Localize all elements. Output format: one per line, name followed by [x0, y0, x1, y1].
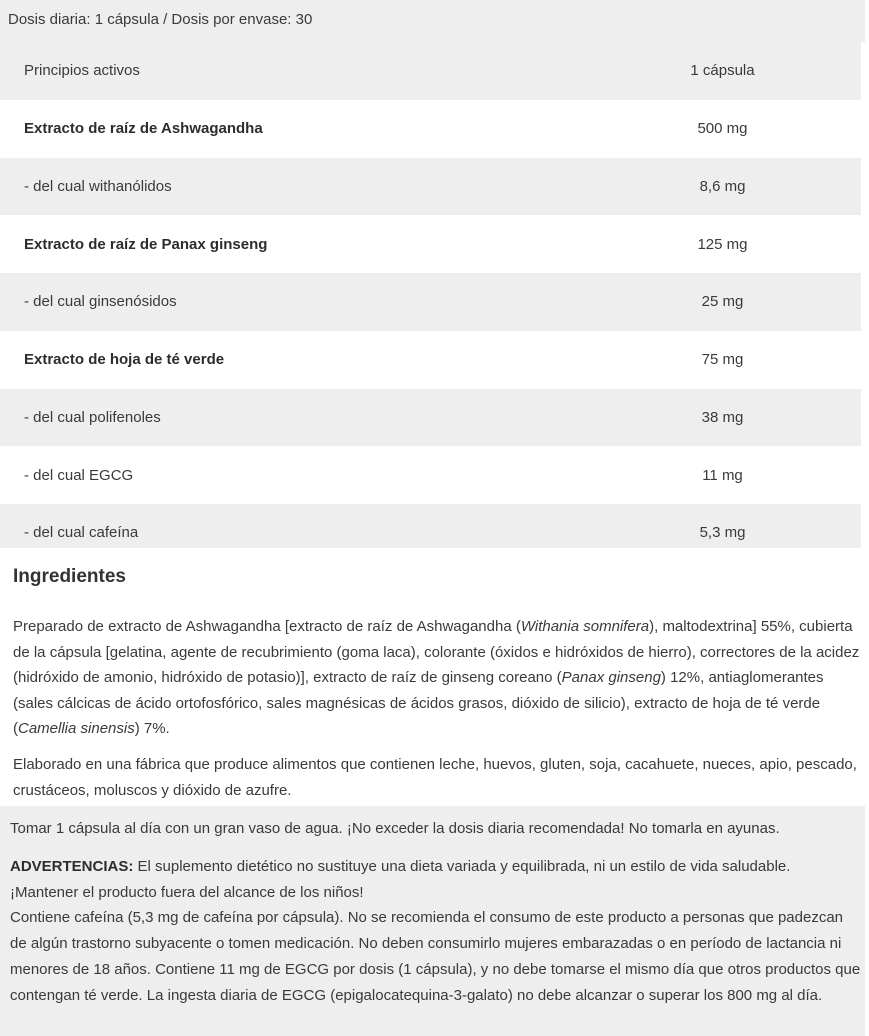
table-row	[0, 215, 861, 273]
ingredients-section	[0, 548, 869, 806]
warnings-block	[10, 854, 862, 1008]
row-value: 25 mg	[584, 273, 861, 331]
row-value: 8,6 mg	[584, 158, 861, 216]
ingredients-title: Ingredientes	[13, 566, 126, 587]
dose-line: Dosis diaria: 1 cápsula / Dosis por envase: 30	[8, 11, 313, 28]
row-name: Extracto de raíz de Ashwagandha	[0, 100, 584, 158]
table-row	[0, 100, 861, 158]
table-row	[0, 273, 861, 331]
latin-name: Panax ginseng	[561, 669, 661, 686]
row-name: Extracto de raíz de Panax ginseng	[0, 215, 584, 273]
table-row	[0, 389, 861, 447]
caffeine-warning: Contiene cafeína (5,3 mg de cafeína por cápsula). No se recomienda el consumo de este producto a personas que padezcan de algún trastorno subyacente o tomen medicación. No deben consumirlo mujeres embarazadas o en período de lactancia ni menores de 18 años. Contiene 11 mg de EGCG por dosis (1 cápsula), y no debe tomarse el mismo día que otros productos que contengan té verde. La ingesta diaria de EGCG (epigalocatequina-3-galato) no debe alcanzar o superar los 800 mg al día.	[10, 909, 861, 1004]
row-name: - del cual ginsenósidos	[0, 273, 584, 331]
ingredients-text: ) 7%.	[134, 720, 170, 737]
table-header-row	[0, 42, 861, 100]
row-name: - del cual withanólidos	[0, 158, 584, 216]
row-name: - del cual EGCG	[0, 446, 584, 504]
latin-name: Withania somnifera	[520, 618, 650, 635]
ingredients-text: ), maltodextrina] 55%, cubierta de la cápsula [gelatina, agente de recubrimiento (goma laca), colorante (óxidos e hidróxidos de hierro), correctores de la acidez (hidróxido de amonio, hidróxido de potasio)], extracto de raíz de ginseng coreano (	[13, 618, 860, 686]
table-header-value: 1 cápsula	[584, 42, 861, 100]
row-name: - del cual cafeína	[0, 504, 584, 562]
latin-name: Camellia sinensis	[18, 720, 135, 737]
row-value: 11 mg	[584, 446, 861, 504]
warnings-label: ADVERTENCIAS:	[10, 858, 134, 875]
dose-bar	[0, 0, 865, 42]
allergen-paragraph: Elaborado en una fábrica que produce alimentos que contienen leche, huevos, gluten, soja, cacahuete, nueces, apio, pescado, crustáceos, moluscos y dióxido de azufre.	[13, 756, 857, 799]
warnings-section	[0, 806, 865, 1036]
ingredients-text: ) 12%, antiaglomerantes (sales cálcicas de ácido ortofosfórico, sales magnésicas de ácidos grasos, dióxido de silicio), extracto de hoja de té verde (	[13, 669, 824, 737]
row-value: 125 mg	[584, 215, 861, 273]
ingredients-paragraph	[13, 614, 865, 742]
row-value: 500 mg	[584, 100, 861, 158]
table-header-name: Principios activos	[0, 42, 584, 100]
usage-instruction: Tomar 1 cápsula al día con un gran vaso de agua. ¡No exceder la dosis diaria recomendada! No tomarla en ayunas.	[10, 820, 780, 837]
warnings-text: El suplemento dietético no sustituye una dieta variada y equilibrada, ni un estilo de vida saludable. ¡Mantener el producto fuera del alcance de los niños!	[10, 858, 791, 901]
table-row	[0, 158, 861, 216]
row-value: 75 mg	[584, 331, 861, 389]
nutrition-table	[0, 42, 861, 562]
row-value: 38 mg	[584, 389, 861, 447]
table-row	[0, 331, 861, 389]
table-row	[0, 446, 861, 504]
row-name: Extracto de hoja de té verde	[0, 331, 584, 389]
row-value: 5,3 mg	[584, 504, 861, 562]
ingredients-text: Preparado de extracto de Ashwagandha [extracto de raíz de Ashwagandha (	[13, 618, 521, 635]
row-name: - del cual polifenoles	[0, 389, 584, 447]
